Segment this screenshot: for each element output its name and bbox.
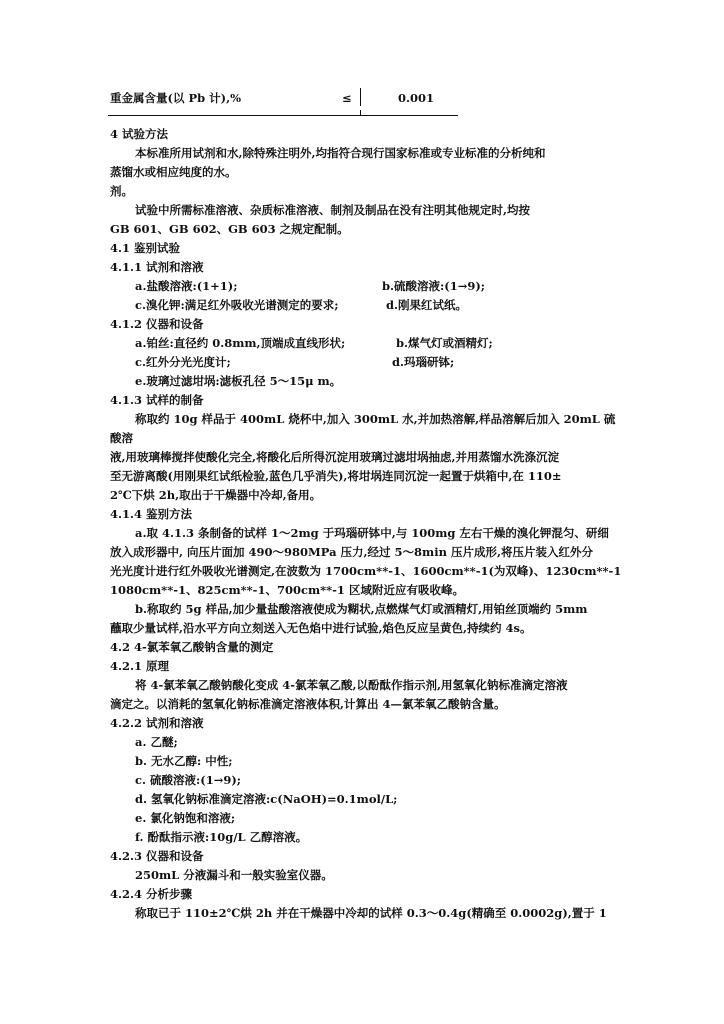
table-row-value: 0.001 — [398, 91, 435, 105]
list-item: b.煤气灯或酒精灯; — [396, 336, 493, 350]
section-4-2-4-heading: 4.2.4 分析步骤 — [110, 887, 193, 901]
table-rule-tick — [360, 110, 361, 115]
paragraph-line: 250mL 分液漏斗和一般实验室仪器。 — [135, 868, 333, 882]
paragraph-line: 至无游离酸(用刚果红试纸检验,蓝色几乎消失),将坩埚连同沉淀一起置于烘箱中,在 110± — [110, 469, 562, 483]
table-row-label: 重金属含量(以 Pb 计),% — [110, 91, 242, 105]
section-4-1-4-heading: 4.1.4 鉴别方法 — [110, 507, 193, 521]
section-4-2-heading: 4.2 4-氯苯氧乙酸钠含量的测定 — [110, 640, 274, 654]
list-item: a.铂丝:直径约 0.8mm,顶端成直线形状; — [135, 336, 346, 350]
paragraph-line: 蘸取少量试样,沿水平方向立刻送入无色焰中进行试验,焰色反应呈黄色,持续约 4s。 — [110, 621, 532, 635]
section-4-2-2-heading: 4.2.2 试剂和溶液 — [110, 716, 204, 730]
section-4-2-3-heading: 4.2.3 仪器和设备 — [110, 849, 204, 863]
section-4-intro-line: 剂。 — [110, 184, 133, 198]
table-bottom-rule — [108, 115, 458, 116]
list-item: f. 酚酞指示液:10g/L 乙醇溶液。 — [135, 830, 308, 844]
list-item: d.玛瑙研钵; — [392, 355, 455, 369]
paragraph-line: 称取已于 110±2℃烘 2h 并在干燥器中冷却的试样 0.3～0.4g(精确至 0.0002g),置于 1 — [135, 906, 607, 920]
paragraph-line: 液,用玻璃棒搅拌使酸化完全,将酸化后所得沉淀用玻璃过滤坩埚抽虑,并用蒸馏水洗涤沉淀 — [110, 450, 560, 464]
paragraph-line: 将 4-氯苯氧乙酸钠酸化变成 4-氯苯氧乙酸,以酚酞作指示剂,用氢氧化钠标准滴定溶液 — [135, 678, 568, 692]
list-item: c.溴化钾:满足红外吸收光谱测定的要求; — [135, 298, 339, 312]
paragraph-line: b.称取约 5g 样品,加少量盐酸溶液使成为糊状,点燃煤气灯或酒精灯,用铂丝顶端约 5mm — [135, 602, 588, 616]
section-4-2-1-heading: 4.2.1 原理 — [110, 659, 170, 673]
list-item: c.红外分光光度计; — [135, 355, 231, 369]
paragraph-line: 放入成形器中, 向压片面加 490～980MPa 压力,经过 5～8min 压片成形,将压片装入红外分 — [110, 545, 593, 559]
section-4-1-2-heading: 4.1.2 仪器和设备 — [110, 317, 204, 331]
paragraph-line: 光光度计进行红外吸收光谱测定,在波数为 1700cm**-1、1600cm**-1(为双峰)、1230cm**-1 — [110, 564, 622, 578]
section-4-1-heading: 4.1 鉴别试验 — [110, 241, 181, 255]
section-4-1-1-heading: 4.1.1 试剂和溶液 — [110, 260, 204, 274]
section-4-intro-line: GB 601、GB 602、GB 603 之规定配制。 — [110, 222, 349, 236]
paragraph-line: a.取 4.1.3 条制备的试样 1～2mg 于玛瑙研钵中,与 100mg 左右干燥的溴化钾混匀、研细 — [135, 526, 609, 540]
section-4-heading: 4 试验方法 — [110, 127, 169, 141]
list-item: e. 氯化钠饱和溶液; — [135, 811, 236, 825]
paragraph-line: 2℃下烘 2h,取出于干燥器中冷却,备用。 — [110, 488, 322, 502]
paragraph-line: 滴定之。以消耗的氢氧化钠标准滴定溶液体积,计算出 4—氯苯氧乙酸钠含量。 — [110, 697, 506, 711]
paragraph-line: 酸溶 — [110, 431, 133, 445]
list-item: d. 氢氧化钠标准滴定溶液:c(NaOH)=0.1mol/L; — [135, 792, 398, 806]
list-item: b. 无水乙醇: 中性; — [135, 754, 233, 768]
paragraph-line: 称取约 10g 样品于 400mL 烧杯中,加入 300mL 水,并加热溶解,样品溶解后加入 20mL 硫 — [135, 412, 616, 426]
list-item: b.硫酸溶液:(1→9); — [382, 279, 486, 293]
table-cell-divider — [360, 88, 361, 106]
section-4-intro-line: 试验中所需标准溶液、杂质标准溶液、制剂及制品在没有注明其他规定时,均按 — [135, 203, 530, 217]
list-item: a. 乙醚; — [135, 735, 178, 749]
list-item: a.盐酸溶液:(1+1); — [135, 279, 238, 293]
section-4-intro-line: 本标准所用试剂和水,除特殊注明外,均指符合现行国家标准或专业标准的分析纯和 — [135, 146, 546, 160]
list-item: c. 硫酸溶液:(1→9); — [135, 773, 242, 787]
list-item: d.刚果红试纸。 — [386, 298, 468, 312]
table-row-operator: ≤ — [342, 91, 352, 105]
section-4-intro-line: 蒸馏水或相应纯度的水。 — [110, 165, 237, 179]
list-item: e.玻璃过滤坩埚:滤板孔径 5～15μ m。 — [135, 374, 342, 388]
section-4-1-3-heading: 4.1.3 试样的制备 — [110, 393, 204, 407]
paragraph-line: 1080cm**-1、825cm**-1、700cm**-1 区域附近应有吸收峰。 — [110, 583, 464, 597]
